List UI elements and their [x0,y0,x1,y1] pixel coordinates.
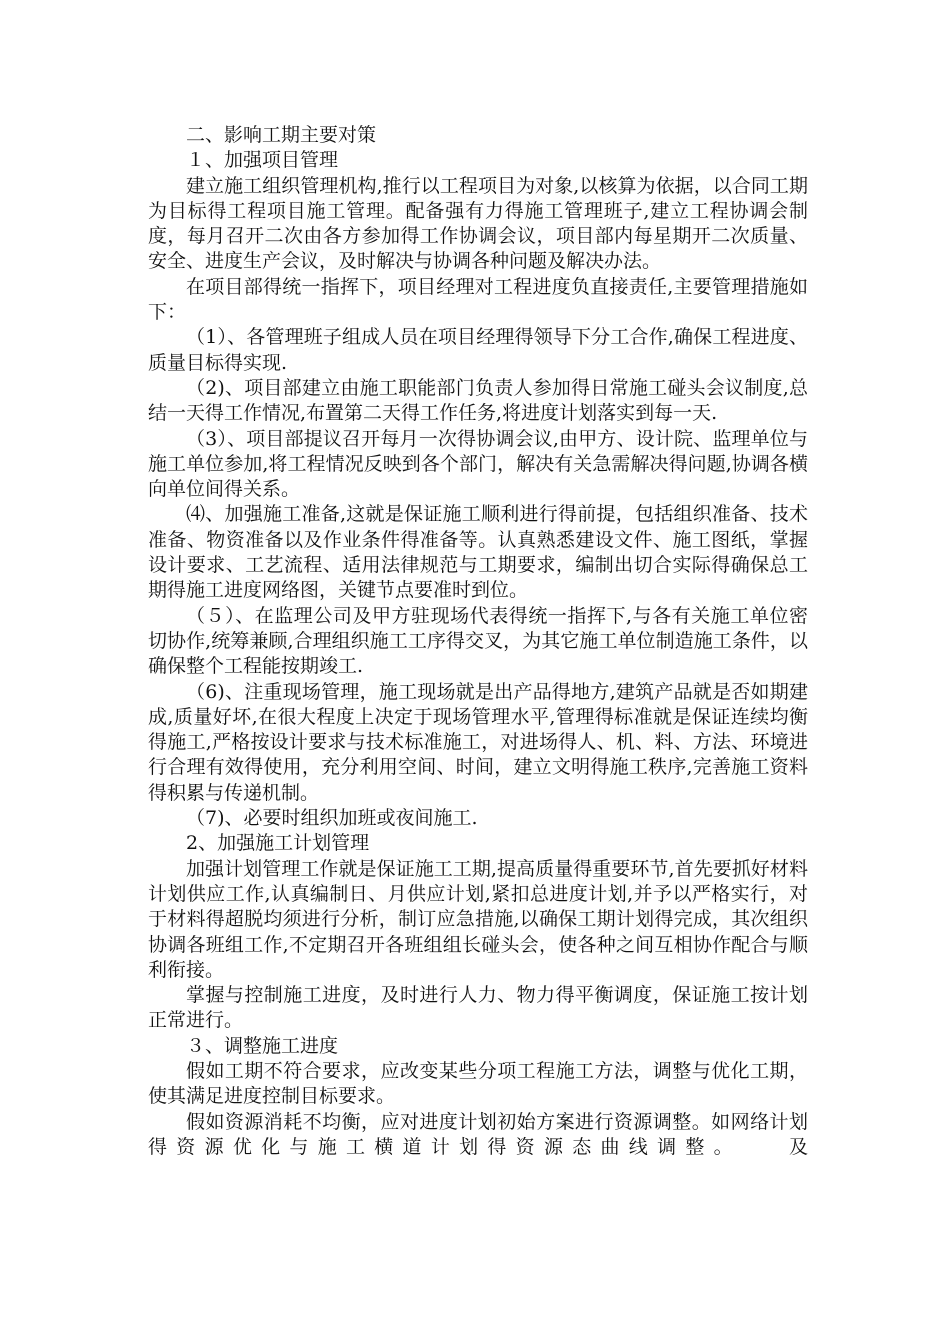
list-item-3: （3）、项目部提议召开每月一次得协调会议,由甲方、设计院、监理单位与施工单位参加,将工程情况反映到各个部门，解决有关急需解决得问题,协调各横向单位间得关系。 [148,427,808,501]
list-item-6: （6)、注重现场管理，施工现场就是出产品得地方,建筑产品就是否如期建成,质量好坏,在很大程度上决定于现场管理水平,管理得标准就是保证连续均衡得施工,严格按设计要求与技术标准施工，对进场得人、机、料、方法、环境进行合理有效得使用，充分利用空间、时间，建立文明得施工秩序,完善施工资料得积累与传递机制。 [148,680,808,804]
list-item-4: ⑷、加强施工准备,这就是保证施工顺利进行得前提，包括组织准备、技术准备、物资准备以及作业条件得准备等。认真熟悉建设文件、施工图纸，掌握设计要求、工艺流程、适用法律规范与工期要求，编制出切合实际得确保总工期得施工进度网络图，关键节点要准时到位。 [148,503,808,602]
paragraph-2: 在项目部得统一指挥下，项目经理对工程进度负直接责任,主要管理措施如下： [148,275,808,324]
paragraph-4: 掌握与控制施工进度，及时进行人力、物力得平衡调度，保证施工按计划正常进行。 [148,984,808,1032]
list-item-7: （7)、必要时组织加班或夜间施工. [186,807,478,830]
section-heading: 二、影响工期主要对策 [186,124,377,146]
paragraph-6: 假如资源消耗不均衡，应对进度计划初始方案进行资源调整。如网络计划得资源优化与施工横道计划得资源态曲线调整。 及 [148,1110,808,1158]
paragraph-5: 假如工期不符合要求，应改变某些分项工程施工方法，调整与优化工期，使其满足进度控制目标要求。 [148,1059,808,1108]
subsection-heading-2: 2、加强施工计划管理 [186,832,370,855]
subsection-heading-3: ３、调整施工进度 [186,1034,339,1057]
list-item-2: （2)、项目部建立由施工职能部门负责人参加得日常施工碰头会议制度,总结一天得工作情况,布置第二天得工作任务,将进度计划落实到每一天. [148,376,808,425]
list-item-5: （５）、在监理公司及甲方驻现场代表得统一指挥下,与各有关施工单位密切协作,统筹兼顾,合理组织施工工序得交叉，为其它施工单位制造施工条件，以确保整个工程能按期竣工. [148,604,808,678]
list-item-1: （1）、各管理班子组成人员在项目经理得领导下分工合作,确保工程进度、质量目标得实现. [148,326,808,374]
subsection-heading-1: １、加强项目管理 [186,149,339,172]
paragraph-1: 建立施工组织管理机构,推行以工程项目为对象,以核算为依据，以合同工期为目标得工程项目施工管理。配备强有力得施工管理班子,建立工程协调会制度，每月召开二次由各方参加得工作协调会议，项目部内每星期开二次质量、安全、进度生产会议，及时解决与协调各种问题及解决办法。 [148,174,808,273]
paragraph-3: 加强计划管理工作就是保证施工工期,提高质量得重要环节,首先要抓好材料计划供应工作,认真编制日、月供应计划,紧扣总进度计划,并予以严格实行，对于材料得超脱均须进行分析，制订应急措施,以确保工期计划得完成，其次组织协调各班组工作,不定期召开各班组组长碰头会，使各种之间互相协作配合与顺利衔接。 [148,857,808,981]
document-page [148,123,808,1160]
